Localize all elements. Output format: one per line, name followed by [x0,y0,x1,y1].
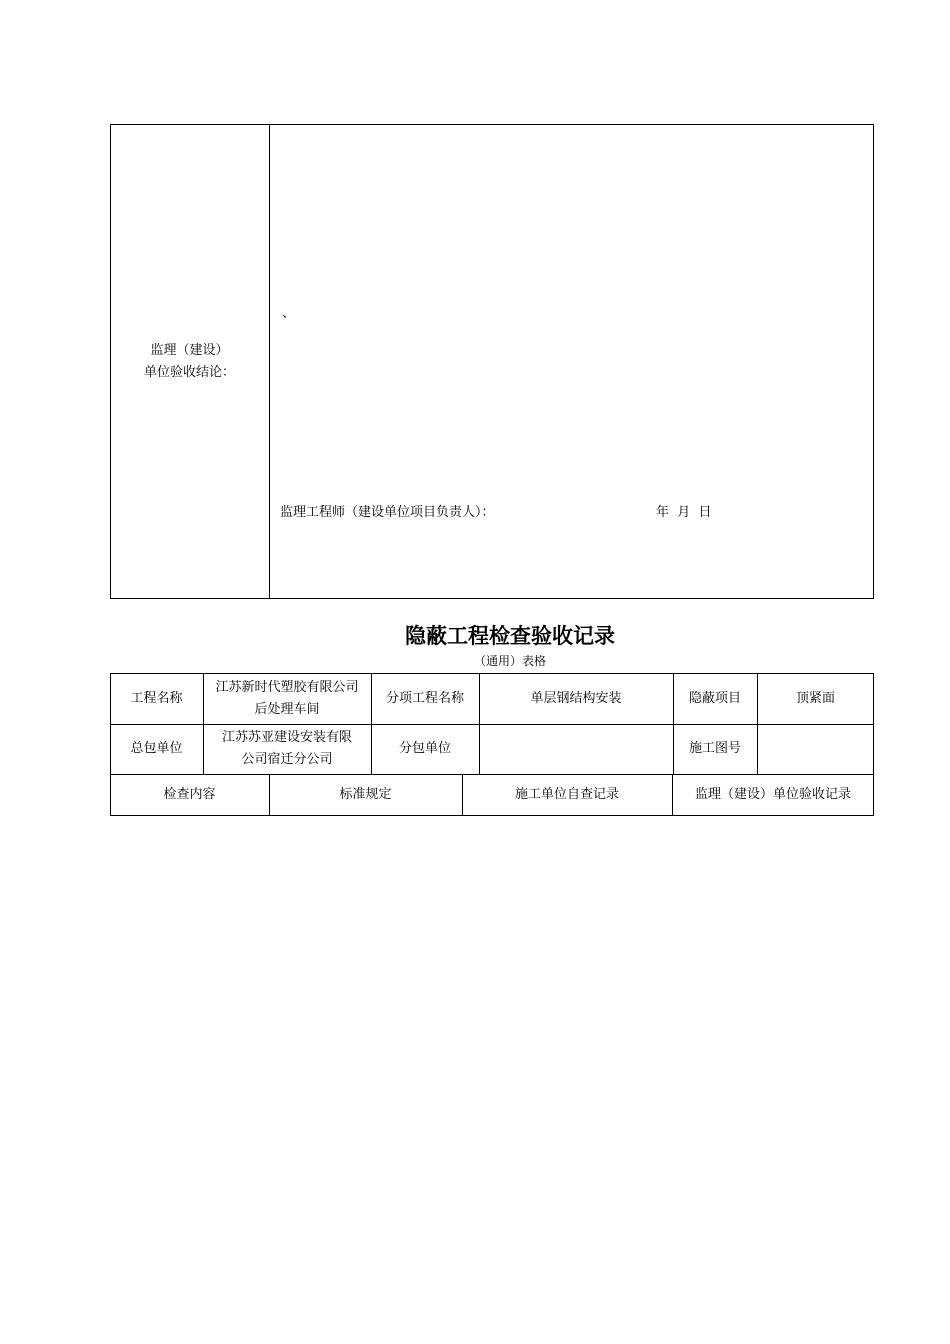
project-name-line1: 江苏新时代塑胶有限公司 [215,679,359,695]
sub-project-label: 分项工程名称 [385,690,464,706]
drawing-no-value [757,724,874,774]
project-name-label: 工程名称 [130,690,183,706]
conclusion-divider [269,124,270,599]
hidden-item-label: 隐蔽项目 [688,690,741,706]
signature-date: 年 月 日 [656,505,712,520]
general-contractor-value [203,724,371,774]
hidden-item-value: 顶紧面 [795,690,835,706]
project-name-line2: 后处理车间 [254,701,320,717]
header-self-check: 施工单位自查记录 [514,787,619,802]
record-title: 隐蔽工程检查验收记录 [405,624,615,648]
conclusion-label [110,124,269,599]
header-standard: 标准规定 [339,787,392,802]
record-subtitle: （通用）表格 [473,654,546,668]
project-name-value [203,673,371,724]
general-contractor-line2: 公司宿迁分公司 [241,752,333,767]
general-contractor-line1: 江苏苏亚建设安装有限 [221,730,352,745]
conclusion-mark: 、 [282,306,296,321]
engineer-signature-label: 监理工程师（建设单位项目负责人）： [280,505,495,520]
conclusion-label-line2: 单位验收结论： [143,364,235,380]
subcontractor-value [479,724,673,774]
subcontractor-label: 分包单位 [398,741,451,756]
sub-project-value: 单层钢结构安装 [530,690,622,706]
conclusion-label-line1: 监理（建设） [150,342,229,358]
general-contractor-label: 总包单位 [130,741,183,756]
drawing-no-label: 施工图号 [688,741,741,756]
header-inspection-content: 检查内容 [163,787,216,802]
header-supervision-record: 监理（建设）单位验收记录 [694,787,851,802]
